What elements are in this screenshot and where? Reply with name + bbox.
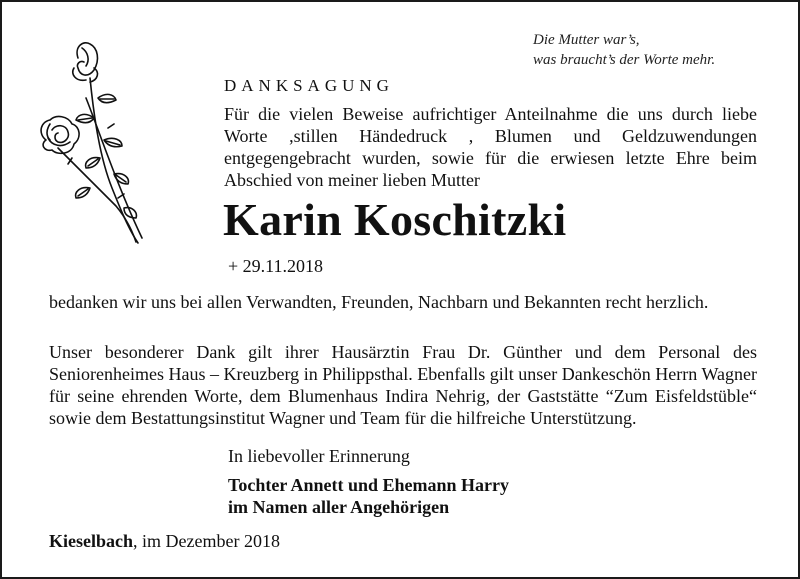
intro-paragraph: Für die vielen Beweise aufrichtiger Anteilnahme die uns durch liebe Worte ,stillen Händedruck , Blumen und Geldzuwendungen entgegengebracht wurden, sowie für die erwiesen letzte Ehre beim Abschied von meiner lieben Mutter — [224, 104, 757, 190]
rose-icon — [28, 38, 148, 253]
thanks-paragraph-1: bedanken wir uns bei allen Verwandten, Freunden, Nachbarn und Bekannten recht herzlich. — [49, 292, 709, 312]
signers — [228, 474, 509, 518]
place-town: Kieselbach — [49, 531, 133, 551]
signers-line-2: im Namen aller Angehörigen — [228, 497, 450, 517]
thanks-paragraph-2: Unser besonderer Dank gilt ihrer Hausärztin Frau Dr. Günther und dem Personal des Seniorenheimes Haus – Kreuzberg in Philippsthal. Ebenfalls gilt unser Dankeschön Herrn Wagner für seine ehrenden Worte, dem Blumenhaus Indira Nehrig, der Gaststätte “Zum Eisfeldstüble“ sowie dem Bestattungsinstitut Wagner und Team für die hilfreiche Unterstützung. — [49, 342, 757, 428]
motto-line-1: Die Mutter war’s, — [533, 32, 640, 48]
place-date-text: , im Dezember 2018 — [133, 531, 280, 551]
place-date-line — [49, 530, 280, 552]
closing-phrase: In liebevoller Erinnerung — [228, 446, 410, 466]
heading-danksagung: DANKSAGUNG — [224, 76, 394, 95]
signers-line-1: Tochter Annett und Ehemann Harry — [228, 475, 510, 495]
motto-line-2: was braucht’s der Worte mehr. — [533, 52, 716, 68]
motto-quote — [533, 30, 715, 70]
death-date: + 29.11.2018 — [228, 256, 323, 276]
deceased-name: Karin Koschitzki — [223, 194, 567, 245]
